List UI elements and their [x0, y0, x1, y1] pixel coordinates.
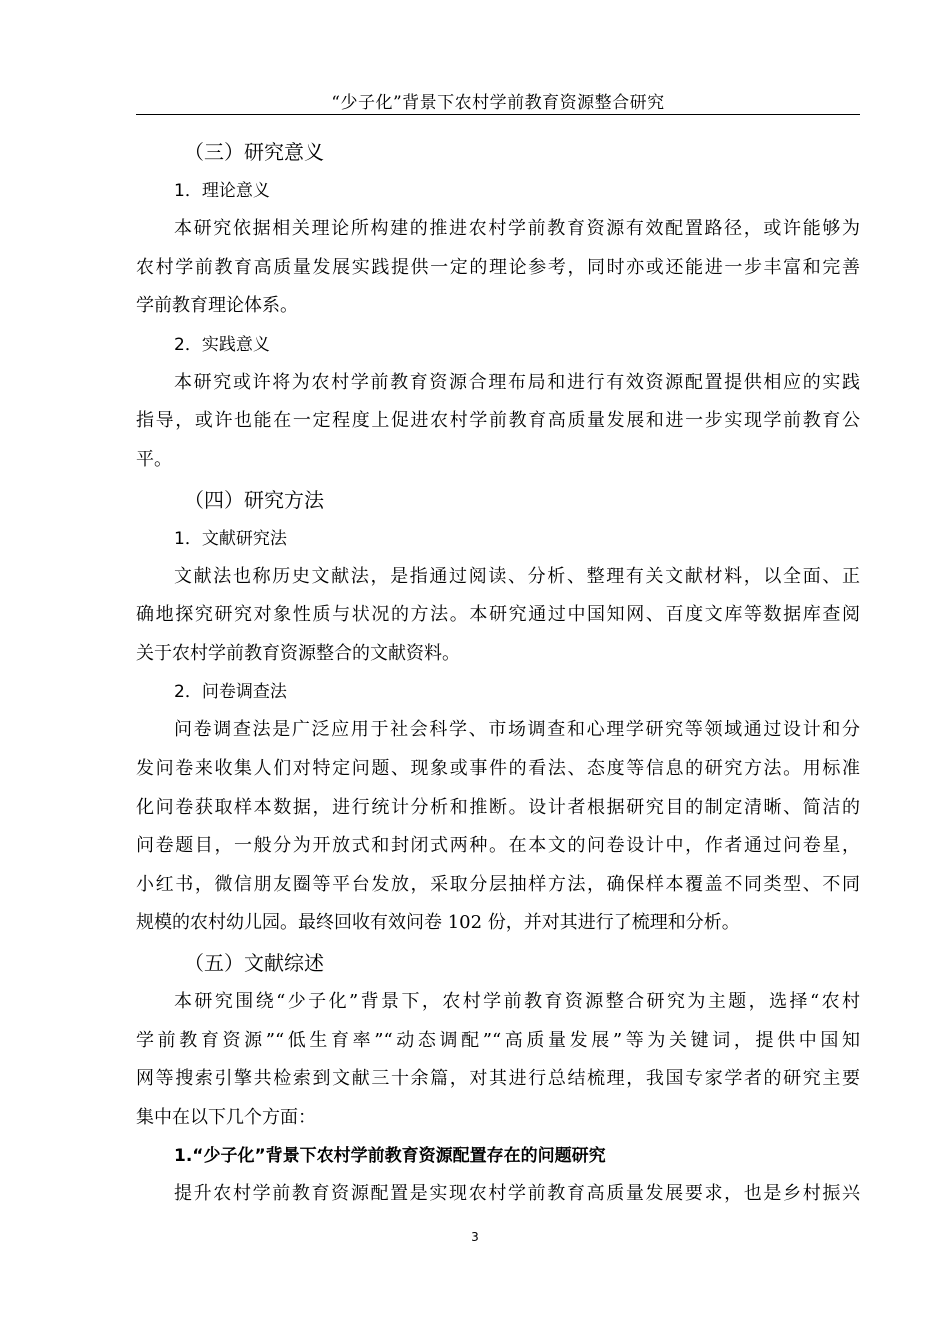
paragraph-line: 平。: [136, 448, 172, 470]
header-rule: [136, 114, 860, 115]
paragraph-line: 发问卷来收集人们对特定问题、现象或事件的看法、态度等信息的研究方法。用标准: [136, 757, 860, 779]
paragraph-line: 确地探究研究对象性质与状况的方法。本研究通过中国知网、百度文库等数据库查阅: [136, 604, 860, 626]
paragraph-line: 问卷题目，一般分为开放式和封闭式两种。在本文的问卷设计中，作者通过问卷星，: [136, 835, 860, 857]
paragraph: [136, 983, 860, 1137]
paragraph-line: 文献法也称历史文献法，是指通过阅读、分析、整理有关文献材料，以全面、正: [174, 565, 860, 587]
paragraph-line: 问卷调查法是广泛应用于社会科学、市场调查和心理学研究等领域通过设计和分: [174, 719, 860, 741]
document-body: [136, 132, 860, 1214]
paragraph-line: 网等搜索引擎共检索到文献三十余篇，对其进行总结梳理，我国专家学者的研究主要: [136, 1068, 860, 1090]
paragraph-line: 农村学前教育高质量发展实践提供一定的理论参考，同时亦或还能进一步丰富和完善: [136, 256, 860, 278]
subsection-heading: 2．问卷调查法: [174, 682, 287, 703]
paragraph-line: 指导，或许也能在一定程度上促进农村学前教育高质量发展和进一步实现学前教育公: [136, 410, 860, 432]
paragraph-line: 小红书，微信朋友圈等平台发放，采取分层抽样方法，确保样本覆盖不同类型、不同: [136, 873, 860, 895]
subsection-heading: 2．实践意义: [174, 334, 270, 355]
paragraph: [136, 711, 860, 943]
paragraph-line: 关于农村学前教育资源整合的文献资料。: [136, 642, 460, 664]
subsection-heading: 1．理论意义: [174, 181, 270, 201]
subsection-heading: 1．文献研究法: [174, 528, 287, 549]
paragraph-line: 规模的农村幼儿园。最终回收有效问卷 102 份，并对其进行了梳理和分析。: [136, 912, 740, 934]
page-number: 3: [471, 1230, 479, 1244]
paragraph: [136, 210, 860, 326]
paragraph-line: 集中在以下几个方面：: [136, 1106, 316, 1128]
paragraph-line: 本研究或许将为农村学前教育资源合理布局和进行有效资源配置提供相应的实践: [174, 371, 860, 393]
running-header: “少子化”背景下农村学前教育资源整合研究: [331, 93, 665, 113]
section-heading: （三）研究意义: [184, 140, 324, 164]
subsection-heading: 1.“少子化”背景下农村学前教育资源配置存在的问题研究: [174, 1146, 606, 1167]
section-heading: （四）研究方法: [184, 487, 324, 512]
paragraph-line: 本研究围绕“少子化”背景下，农村学前教育资源整合研究为主题，选择“农村: [174, 990, 860, 1012]
section-heading: （五）文献综述: [184, 950, 324, 975]
paragraph: [136, 364, 860, 480]
paragraph: [136, 1175, 860, 1214]
paragraph-line: 提升农村学前教育资源配置是实现农村学前教育高质量发展要求，也是乡村振兴: [174, 1183, 860, 1205]
paragraph: [136, 558, 860, 674]
paragraph-line: 学前教育理论体系。: [136, 295, 298, 317]
paragraph-line: 化问卷获取样本数据，进行统计分析和推断。设计者根据研究目的制定清晰、简洁的: [136, 796, 860, 818]
paragraph-line: 本研究依据相关理论所构建的推进农村学前教育资源有效配置路径，或许能够为: [174, 218, 860, 239]
paragraph-line: 学前教育资源”“低生育率”“动态调配”“高质量发展”等为关键词，提供中国知: [136, 1029, 860, 1051]
